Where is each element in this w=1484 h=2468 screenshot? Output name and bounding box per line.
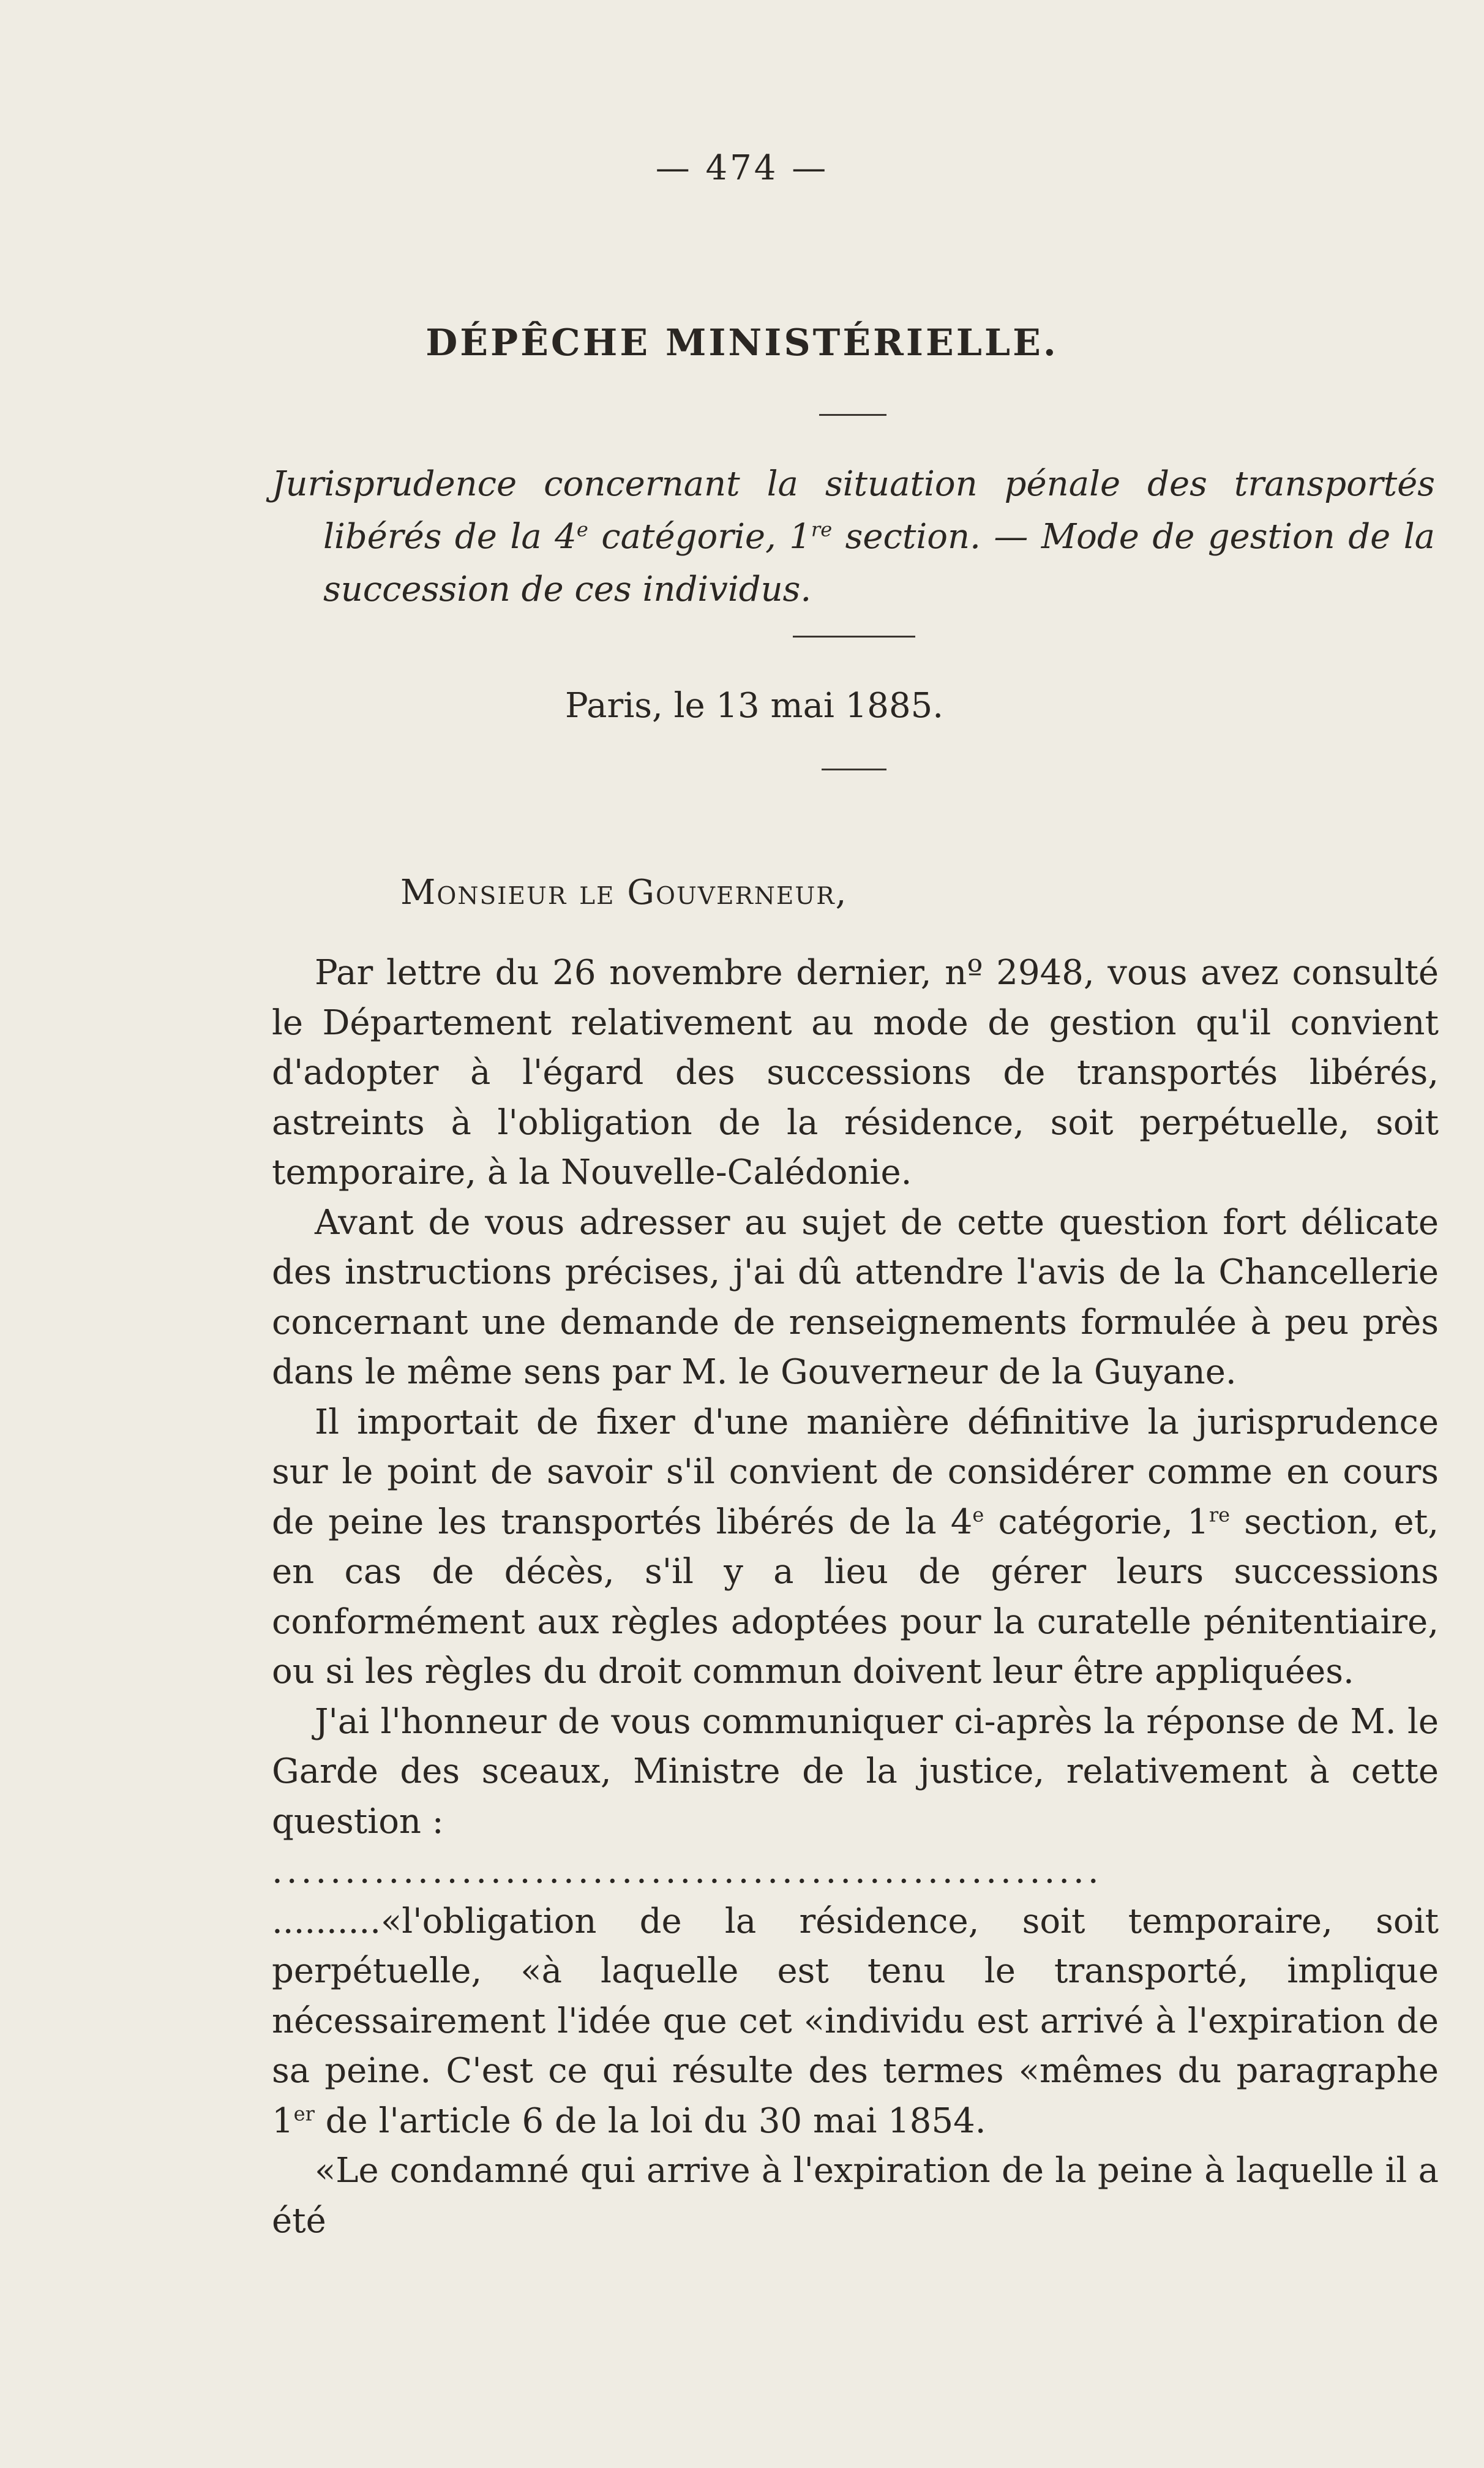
dateline: Paris, le 13 mai 1885. bbox=[565, 686, 943, 726]
divider-rule bbox=[819, 414, 886, 416]
paragraph: Il importait de fixer d'une manière définitive la jurisprudence sur le point de savoir s'il convient de considérer comme en cours de peine les transportés libérés de la 4e catégorie, 1re section, et, en cas de décès, s'il y a lieu de gérer leurs successions conformément aux règles adoptées pour la curatelle pénitentiaire, ou si les règles du droit commun doivent leur être appliquées. bbox=[272, 1402, 1439, 1691]
divider-rule bbox=[822, 769, 886, 770]
paragraph: Avant de vous adresser au sujet de cette question fort délicate des instructions précises, j'ai dû attendre l'avis de la Chancellerie concernant une demande de renseignements formulée à peu près dans le même sens par M. le Gouverneur de la Guyane. bbox=[272, 1202, 1439, 1392]
quote-paragraph: ..........«l'obligation de la résidence, soit temporaire, soit perpétuelle, «à laquelle est tenu le transporté, implique nécessairement l'idée que cet «individu est arrivé à l'expiration de sa peine. C'est ce qui résulte des termes «mêmes du paragraphe 1er de l'article 6 de la loi du 30 mai 1854. bbox=[272, 1901, 1439, 2141]
summary-block bbox=[272, 458, 1435, 616]
paragraph: J'ai l'honneur de vous communiquer ci-après la réponse de M. le Garde des sceaux, Ministre de la justice, relativement à cette question : bbox=[272, 1701, 1439, 1842]
document-heading: DÉPÊCHE MINISTÉRIELLE. bbox=[425, 322, 1059, 364]
divider-rule bbox=[793, 636, 915, 638]
paragraph: Par lettre du 26 novembre dernier, nº 2948, vous avez consulté le Département relativement au mode de gestion qu'il convient d'adopter à l'égard des successions de transportés libérés, astreints à l'obligation de la résidence, soit perpétuelle, soit temporaire, à la Nouvelle-Calédonie. bbox=[272, 953, 1439, 1192]
body-text bbox=[272, 948, 1439, 2246]
salutation: Monsieur le Gouverneur, bbox=[400, 873, 848, 912]
page-number: — 474 — bbox=[655, 148, 829, 188]
quote-paragraph: «Le condamné qui arrive à l'expiration de la peine à laquelle il a été bbox=[272, 2151, 1439, 2241]
ellipsis-line: ......................................................... bbox=[272, 1851, 1103, 1891]
summary-text: Jurisprudence concernant la situation pénale des transportés libérés de la 4e catégorie, 1re section. — Mode de gestion de la succession de ces individus. bbox=[272, 464, 1435, 609]
